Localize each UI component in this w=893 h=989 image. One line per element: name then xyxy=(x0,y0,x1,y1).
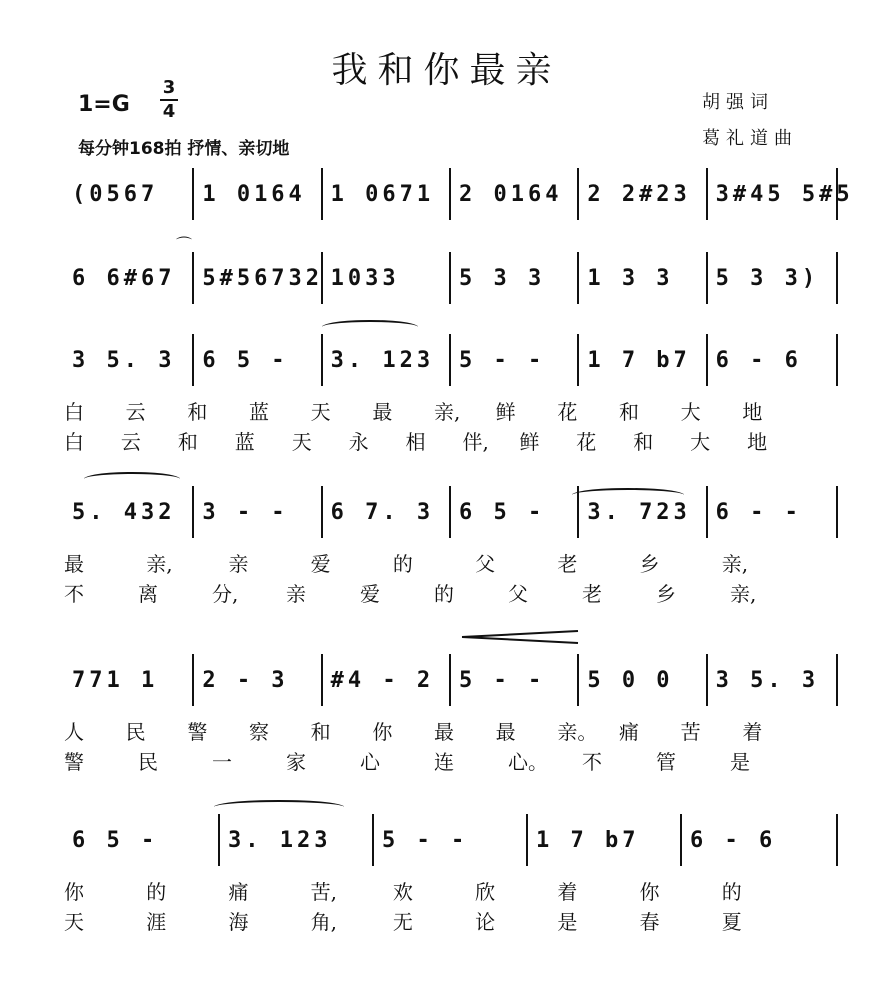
measure-notes: #4 - 2 xyxy=(330,668,435,693)
lyric-syllable: 伴, xyxy=(462,430,489,454)
tempo-marking: 每分钟168拍 抒情、亲切地 xyxy=(78,139,290,159)
lyric-line-1 xyxy=(64,548,824,574)
measure xyxy=(577,334,707,386)
measure-notes: 2 - 3 xyxy=(202,668,289,693)
lyric-syllable: 海 xyxy=(228,910,249,934)
lyric-syllable: 心。 xyxy=(508,750,548,774)
lyric-syllable: 民 xyxy=(138,750,158,774)
slur-mark xyxy=(84,472,180,486)
lyric-syllable: 白 xyxy=(64,430,84,454)
lyric-syllable: 和 xyxy=(187,400,208,424)
lyric-syllable: 涯 xyxy=(146,910,167,934)
lyric-syllable: 的 xyxy=(721,880,742,904)
lyric-line-2 xyxy=(64,746,824,772)
lyric-syllable: 的 xyxy=(434,582,454,606)
lyric-syllable: 亲, xyxy=(721,552,749,576)
lyric-syllable: 亲 xyxy=(286,582,306,606)
measure xyxy=(706,486,838,538)
lyric-syllable: 的 xyxy=(392,552,413,576)
lyric-syllable: 和 xyxy=(177,430,198,454)
slur-mark xyxy=(214,800,344,814)
lyric-syllable: 着 xyxy=(742,720,763,744)
score-system xyxy=(64,252,834,312)
lyric-syllable: 大 xyxy=(680,400,701,424)
lyric-syllable: 欣 xyxy=(475,880,496,904)
measure-notes: 5. 432 xyxy=(72,500,176,525)
measure-notes: 3. 723 xyxy=(587,500,691,525)
measure-notes: 6 5 - xyxy=(72,828,159,853)
lyric-syllable: 着 xyxy=(557,880,578,904)
measure-notes: 6 - - xyxy=(715,500,802,525)
lyric-syllable: 欢 xyxy=(392,880,413,904)
lyric-syllable: 连 xyxy=(434,750,454,774)
lyric-syllable: 最 xyxy=(434,720,454,744)
lyric-syllable: 春 xyxy=(639,910,660,934)
measure-notes: 1 0671 xyxy=(330,182,435,207)
lyric-syllable: 家 xyxy=(286,750,306,774)
measure xyxy=(64,334,192,386)
measure-notes: 6 7. 3 xyxy=(330,500,435,525)
measure xyxy=(192,252,322,304)
fermata-icon: ⌒ xyxy=(176,235,193,254)
lyric-syllable: 亲。 xyxy=(557,720,598,744)
measure xyxy=(449,334,579,386)
measure-notes: 5 0 0 xyxy=(587,668,674,693)
measure xyxy=(706,168,854,220)
measure xyxy=(577,654,707,706)
lyric-syllable: 和 xyxy=(619,400,639,424)
measure-notes: 1 7 b7 xyxy=(587,348,691,373)
lyric-syllable: 离 xyxy=(138,582,158,606)
measure xyxy=(64,486,192,538)
measure-notes: 3 5. 3 xyxy=(715,668,820,693)
lyric-syllable: 你 xyxy=(639,880,660,904)
measure-notes: 5#56732 xyxy=(202,266,324,291)
measure xyxy=(449,654,579,706)
lyric-syllable: 和 xyxy=(633,430,654,454)
lyric-syllable: 云 xyxy=(120,430,141,454)
lyric-syllable: 一 xyxy=(212,750,232,774)
lyric-syllable: 蓝 xyxy=(234,430,255,454)
lyric-syllable: 大 xyxy=(690,430,711,454)
measure xyxy=(449,168,579,220)
lyric-syllable: 相 xyxy=(405,430,426,454)
measure-notes: 5 - - xyxy=(382,828,469,853)
measure xyxy=(64,168,192,220)
measure-notes: 6 - 6 xyxy=(690,828,777,853)
measure xyxy=(577,486,707,538)
measure-notes: 6 6#67 xyxy=(72,266,176,291)
measure xyxy=(218,814,374,866)
lyric-syllable: 爱 xyxy=(310,552,331,576)
measure-notes: 2 0164 xyxy=(459,182,563,207)
lyric-syllable: 花 xyxy=(576,430,597,454)
lyric-syllable: 老 xyxy=(582,582,602,606)
lyric-syllable: 你 xyxy=(372,720,393,744)
lyric-line-2 xyxy=(64,426,824,452)
lyric-syllable: 是 xyxy=(557,910,578,934)
lyric-syllable: 的 xyxy=(146,880,167,904)
crescendo-icon xyxy=(462,630,578,644)
score-system xyxy=(64,486,834,546)
measure-notes: (0567 xyxy=(72,182,159,207)
measure xyxy=(706,252,838,304)
lyric-syllable: 人 xyxy=(64,720,84,744)
measure xyxy=(321,486,451,538)
measure-notes: 1 0164 xyxy=(202,182,306,207)
lyric-syllable: 天 xyxy=(291,430,312,454)
lyric-syllable: 警 xyxy=(187,720,208,744)
lyric-syllable: 鲜 xyxy=(519,430,540,454)
lyric-syllable: 最 xyxy=(372,400,393,424)
measure-notes: 3. 123 xyxy=(228,828,332,853)
measure-notes: 5 3 3 xyxy=(459,266,546,291)
lyric-syllable: 蓝 xyxy=(249,400,269,424)
measure-notes: 5 - - xyxy=(459,668,546,693)
lyric-syllable: 最 xyxy=(64,552,84,576)
measure-notes: 3. 123 xyxy=(330,348,435,373)
score-system xyxy=(64,334,834,394)
lyric-syllable: 不 xyxy=(582,750,602,774)
lyric-syllable: 夏 xyxy=(721,910,742,934)
score-system xyxy=(64,168,854,228)
lyric-syllable: 亲, xyxy=(730,582,757,606)
measure xyxy=(64,654,192,706)
lyric-syllable: 是 xyxy=(730,750,750,774)
lyric-syllable: 痛 xyxy=(228,880,249,904)
measure-notes: 5 - - xyxy=(459,348,546,373)
lyric-syllable: 云 xyxy=(125,400,146,424)
measure-notes: 1033 xyxy=(330,266,400,291)
lyric-syllable: 不 xyxy=(64,582,84,606)
lyric-line-1 xyxy=(64,716,824,742)
lyric-line-1 xyxy=(64,876,824,902)
lyric-syllable: 心 xyxy=(360,750,380,774)
lyric-syllable: 鲜 xyxy=(495,400,516,424)
measure xyxy=(372,814,528,866)
lyric-syllable: 老 xyxy=(557,552,578,576)
time-signature xyxy=(160,78,178,122)
measure xyxy=(192,334,322,386)
lyric-line-2 xyxy=(64,578,824,604)
measure-notes: 3#45 5#5 xyxy=(715,182,854,207)
measure xyxy=(192,654,322,706)
measure xyxy=(526,814,682,866)
lyric-syllable: 永 xyxy=(348,430,369,454)
lyric-syllable: 察 xyxy=(249,720,269,744)
lyric-line-2 xyxy=(64,906,824,932)
measure xyxy=(192,168,322,220)
measure xyxy=(577,252,707,304)
measure xyxy=(577,168,707,220)
lyric-syllable: 无 xyxy=(392,910,413,934)
measure xyxy=(449,252,579,304)
slur-mark xyxy=(322,320,418,334)
lyric-syllable: 和 xyxy=(310,720,331,744)
measure xyxy=(192,486,322,538)
measure xyxy=(449,486,579,538)
meter-bottom: 4 xyxy=(162,101,176,122)
lyric-syllable: 分, xyxy=(212,582,239,606)
lyric-syllable: 乡 xyxy=(656,582,676,606)
measure-notes: 6 5 - xyxy=(202,348,289,373)
lyric-syllable: 地 xyxy=(742,400,763,424)
lyric-syllable: 苦, xyxy=(310,880,338,904)
lyric-syllable: 角, xyxy=(310,910,338,934)
measure-notes: 2 2#23 xyxy=(587,182,691,207)
lyric-syllable: 父 xyxy=(508,582,528,606)
song-title: 我和你最亲 xyxy=(331,50,562,91)
lyric-syllable: 爱 xyxy=(360,582,380,606)
measure-notes: 3 5. 3 xyxy=(72,348,176,373)
lyric-syllable: 地 xyxy=(747,430,768,454)
lyric-line-1 xyxy=(64,396,824,422)
lyric-syllable: 苦 xyxy=(680,720,701,744)
measure-notes: 6 - 6 xyxy=(715,348,802,373)
lyric-syllable: 白 xyxy=(64,400,84,424)
lyric-syllable: 论 xyxy=(475,910,496,934)
key-signature: 1=G xyxy=(78,92,130,117)
lyric-syllable: 天 xyxy=(64,910,84,934)
measure-notes: 3 - - xyxy=(202,500,289,525)
lyric-syllable: 亲, xyxy=(434,400,461,424)
score-system xyxy=(64,814,834,874)
lyric-syllable: 父 xyxy=(475,552,496,576)
measure-notes: 771 1 xyxy=(72,668,159,693)
measure xyxy=(680,814,838,866)
lyric-syllable: 痛 xyxy=(619,720,639,744)
measure xyxy=(706,654,838,706)
composer-credit: 葛礼道曲 xyxy=(702,128,798,149)
measure xyxy=(321,654,451,706)
measure-notes: 6 5 - xyxy=(459,500,546,525)
measure xyxy=(64,814,218,866)
measure xyxy=(321,334,451,386)
measure xyxy=(321,168,451,220)
lyricist-credit: 胡强词 xyxy=(702,92,774,113)
lyric-syllable: 最 xyxy=(495,720,516,744)
lyric-syllable: 亲, xyxy=(146,552,173,576)
lyric-syllable: 警 xyxy=(64,750,84,774)
measure-notes: 1 3 3 xyxy=(587,266,674,291)
measure xyxy=(64,252,192,304)
lyric-syllable: 亲 xyxy=(228,552,249,576)
lyric-syllable: 天 xyxy=(310,400,331,424)
lyric-syllable: 乡 xyxy=(639,552,660,576)
lyric-syllable: 你 xyxy=(64,880,84,904)
score-system xyxy=(64,654,834,714)
measure xyxy=(706,334,838,386)
lyric-syllable: 花 xyxy=(557,400,578,424)
measure xyxy=(321,252,451,304)
meter-top: 3 xyxy=(162,77,176,98)
lyric-syllable: 管 xyxy=(656,750,676,774)
measure-notes: 1 7 b7 xyxy=(536,828,640,853)
lyric-syllable: 民 xyxy=(125,720,146,744)
measure-notes: 5 3 3) xyxy=(715,266,820,291)
